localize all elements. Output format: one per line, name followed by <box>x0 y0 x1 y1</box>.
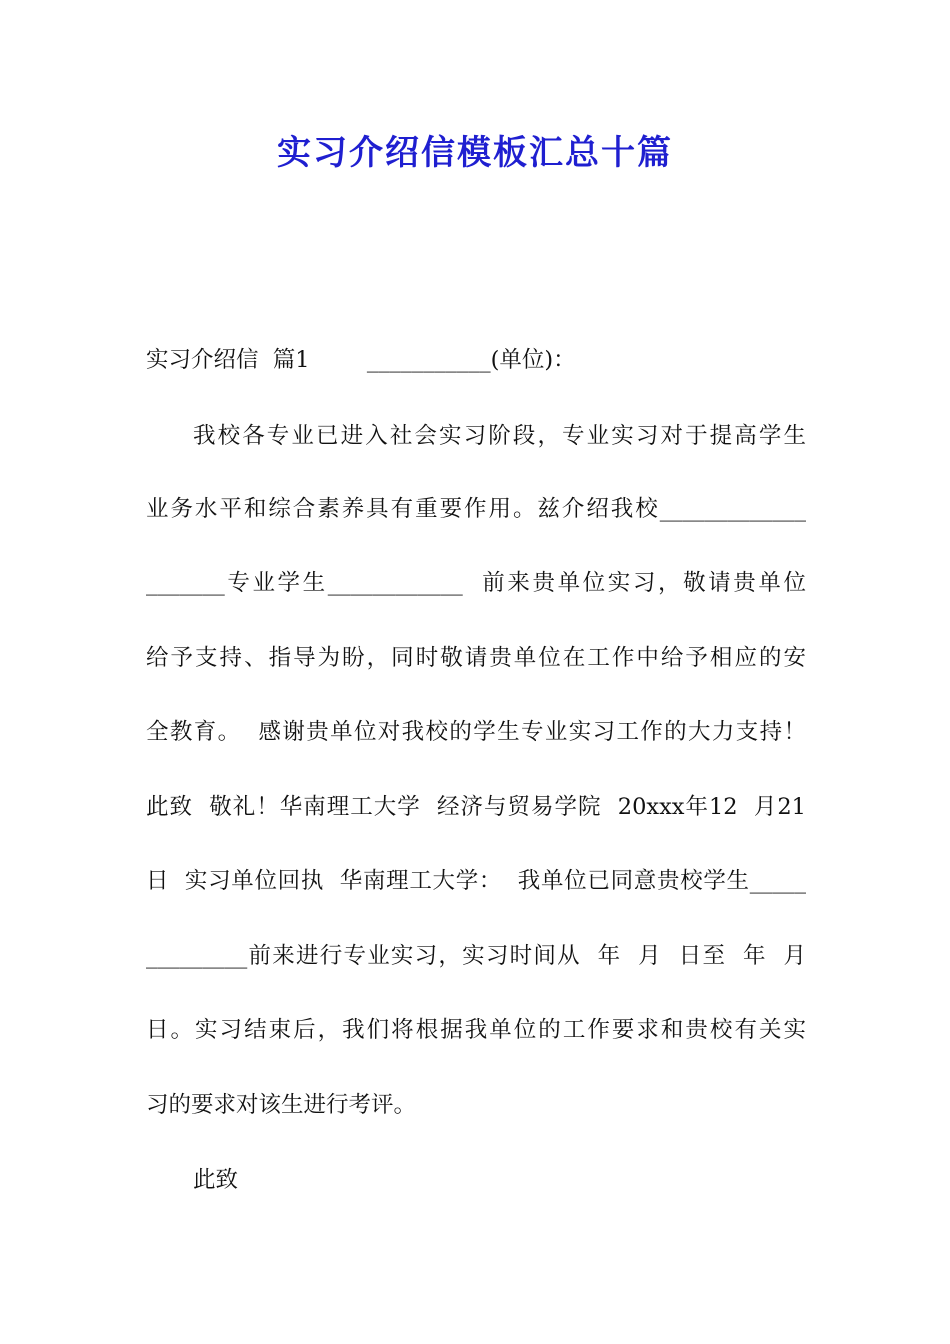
body-line-9: 日。实习结束后，我们将根据我单位的工作要求和贵校有关实 <box>146 1017 806 1043</box>
body-line-7: 日 实习单位回执 华南理工大学： 我单位已同意贵校学生_____ <box>146 868 806 894</box>
letter-heading-line: 实习介绍信 篇1 ___________(单位)： <box>146 347 576 373</box>
body-line-3: _______专业学生____________ 前来贵单位实习，敬请贵单位 <box>146 570 806 596</box>
body-line-5: 全教育。 感谢贵单位对我校的学生专业实习工作的大力支持！ <box>146 719 806 745</box>
document-title: 实习介绍信模板汇总十篇 <box>277 133 673 173</box>
body-line-4: 给予支持、指导为盼，同时敬请贵单位在工作中给予相应的安 <box>146 645 806 671</box>
closing-salutation: 此致 <box>193 1167 239 1193</box>
body-line-2: 业务水平和综合素养具有重要作用。兹介绍我校_____________ <box>146 496 806 522</box>
body-line-1: 我校各专业已进入社会实习阶段，专业实习对于提高学生 <box>193 423 806 449</box>
body-line-10: 习的要求对该生进行考评。 <box>146 1092 417 1118</box>
body-line-8: _________前来进行专业实习，实习时间从 年 月 日至 年 月 <box>146 943 806 969</box>
body-line-6: 此致 敬礼！华南理工大学 经济与贸易学院 20xxx年12 月21 <box>146 794 806 820</box>
